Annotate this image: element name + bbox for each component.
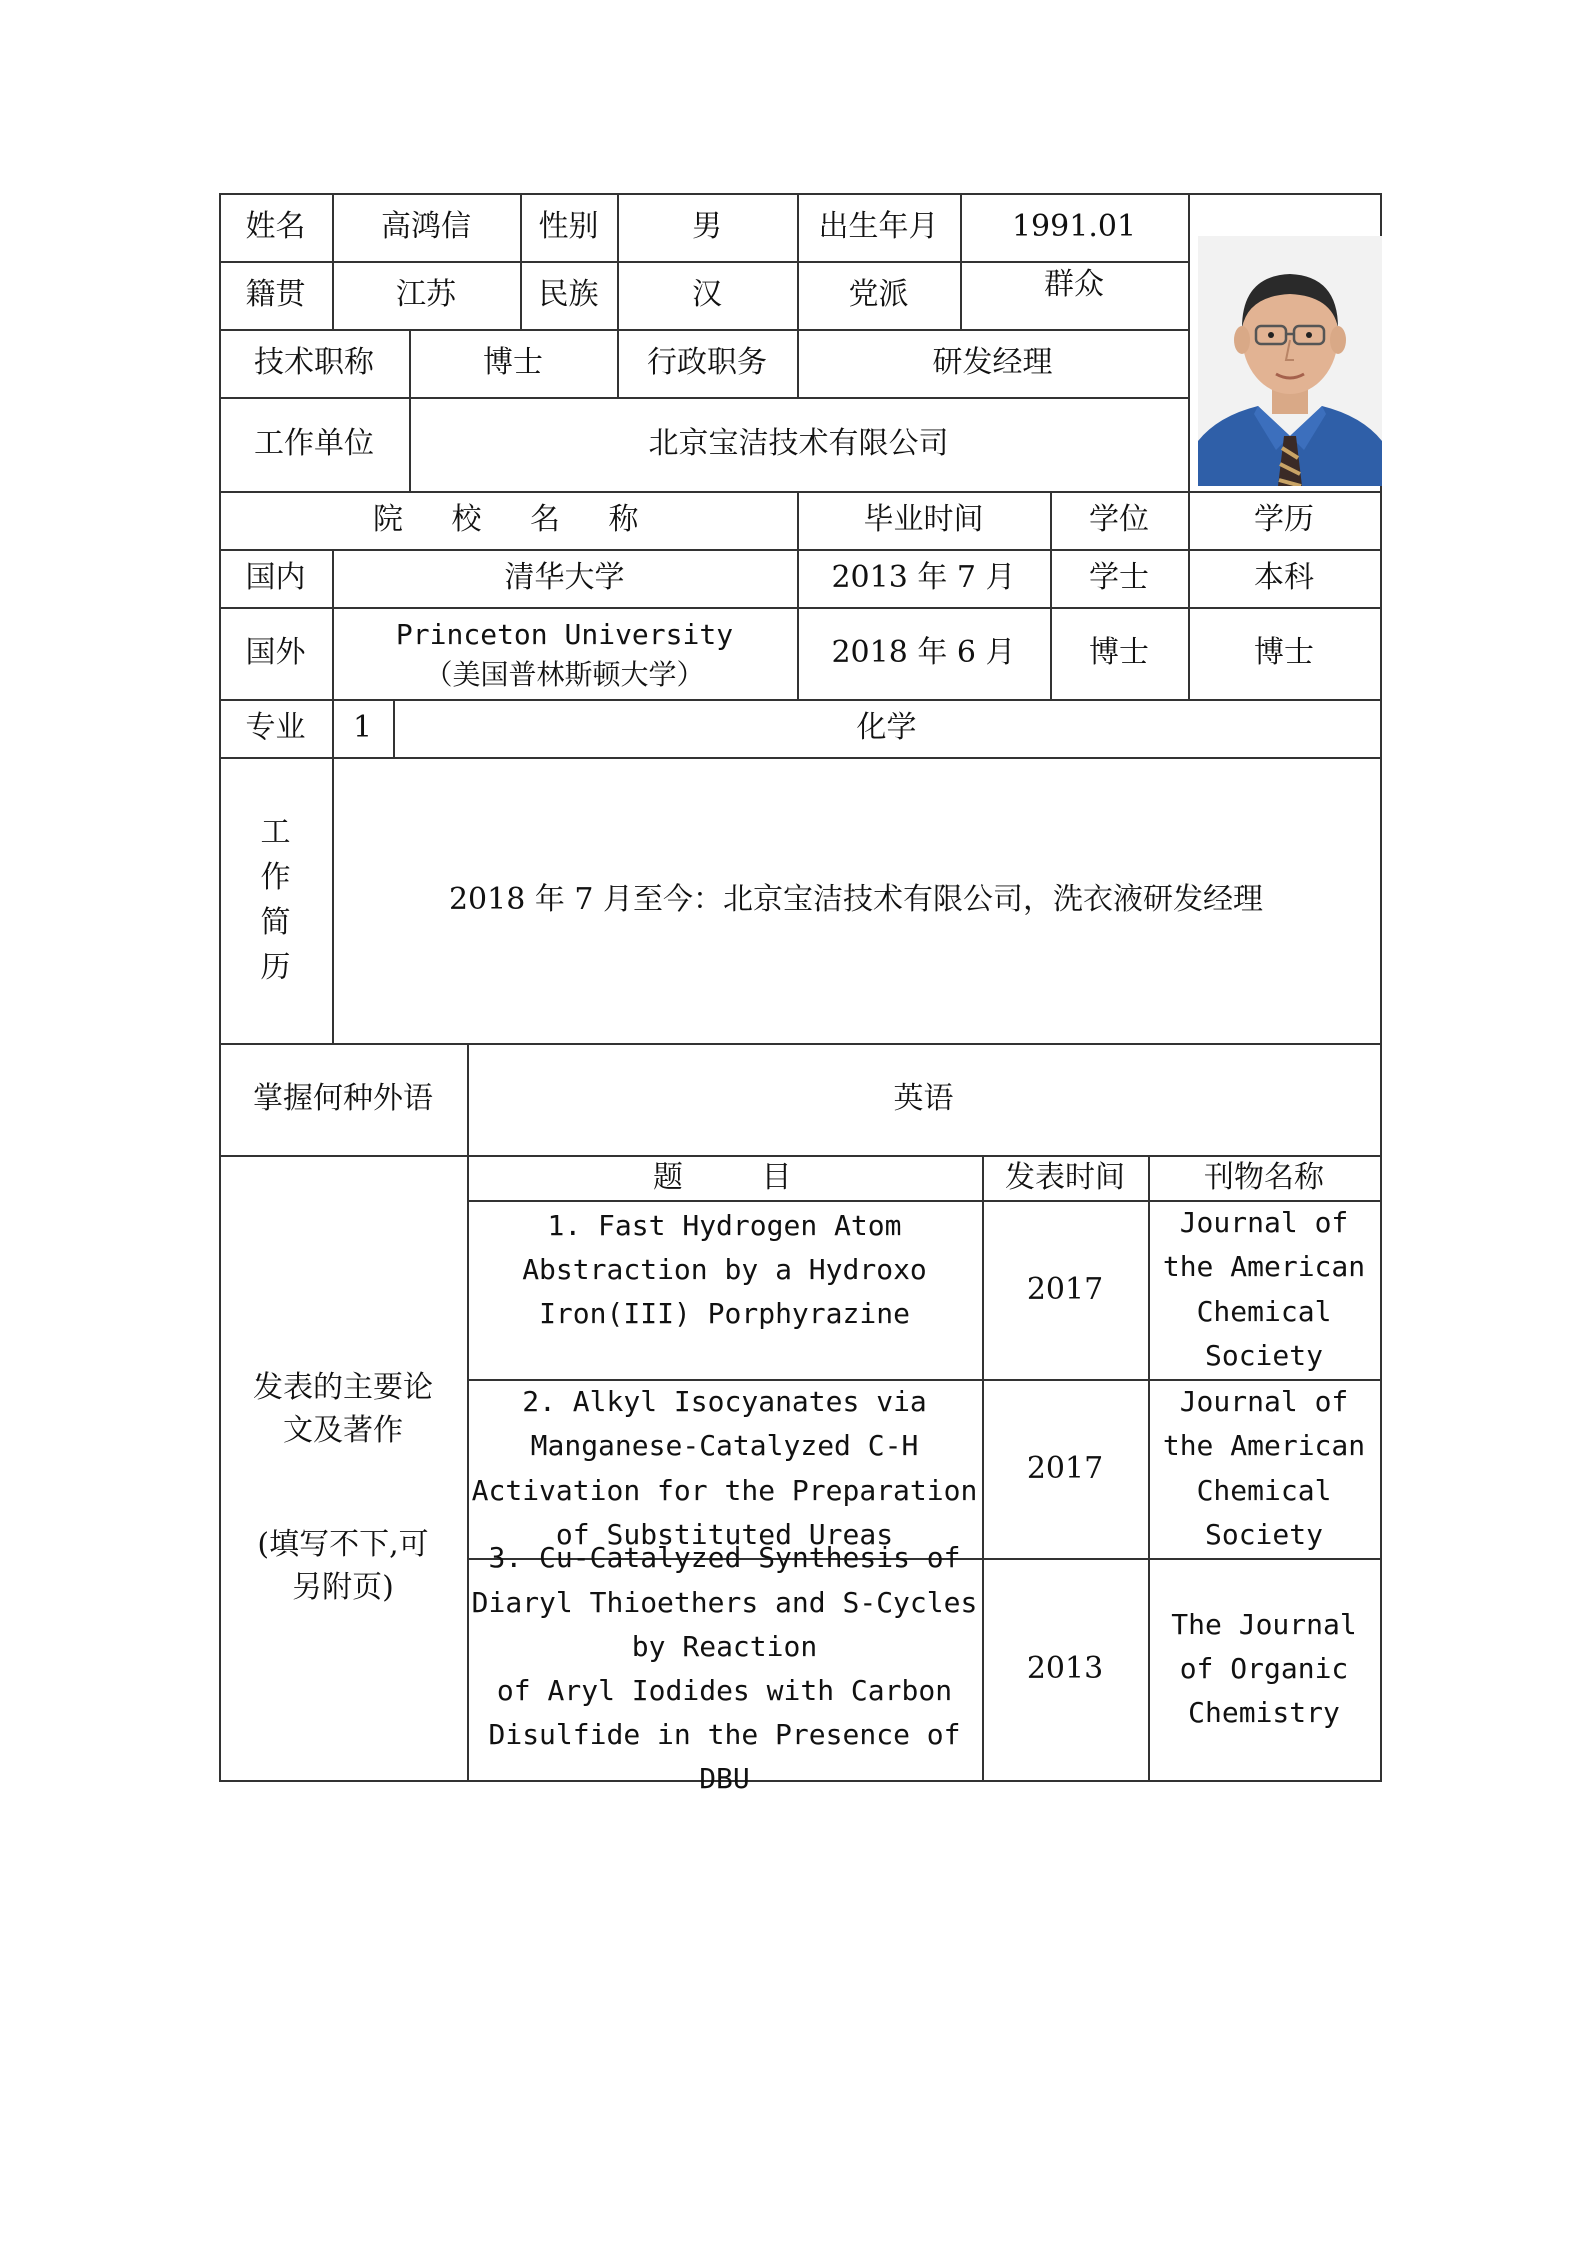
papers-label-line2: 文及著作 (283, 1413, 403, 1448)
abroad-label: 国外 (245, 635, 306, 671)
paper-3-journal (1148, 1558, 1380, 1780)
domestic-degree: 学士 (1089, 560, 1149, 596)
school-header: 院 校 名 称 (372, 502, 644, 538)
paper-journal-line: the American (1162, 1429, 1366, 1463)
employer-value: 北京宝洁技术有限公司 (648, 426, 949, 462)
paper-3-title (467, 1541, 982, 1796)
paper-journal-line: the American (1162, 1250, 1366, 1284)
paper-2-year: 2017 (1026, 1450, 1104, 1486)
paper-2-title (467, 1379, 982, 1558)
employer-label: 工作单位 (254, 426, 374, 462)
abroad-degree: 博士 (1089, 635, 1149, 671)
papers-note-line2: 另附页) (292, 1570, 394, 1605)
tech-title-label: 技术职称 (254, 345, 374, 381)
paper-journal-line: Chemical (1196, 1294, 1332, 1328)
paper-title-line: 2. Alkyl Isocyanates via (522, 1385, 927, 1419)
name-label: 姓名 (245, 209, 306, 245)
papers-note-line1: (填写不下,可 (257, 1526, 429, 1562)
paper-time-header: 发表时间 (1005, 1159, 1125, 1195)
paper-journal-line: The Journal (1171, 1607, 1357, 1641)
degree-header: 学位 (1089, 502, 1149, 538)
gender-label: 性别 (538, 209, 599, 245)
paper-title-line: 3. Cu-Catalyzed Synthesis of (488, 1541, 961, 1575)
domestic-school: 清华大学 (504, 560, 625, 596)
abroad-school (332, 607, 797, 699)
work-label-char: 工 (260, 815, 291, 850)
papers-label-line1: 发表的主要论 (253, 1369, 433, 1405)
work-label-char: 作 (260, 860, 291, 895)
level-header: 学历 (1254, 502, 1314, 538)
position-value: 研发经理 (932, 345, 1053, 381)
work-history-label (219, 757, 332, 1043)
party-label: 党派 (848, 277, 909, 313)
paper-journal-line: Society (1204, 1517, 1323, 1551)
ethnic-value: 汉 (692, 277, 722, 313)
papers-label (219, 1155, 467, 1780)
paper-1-title (467, 1200, 982, 1379)
party-value: 群众 (1044, 267, 1104, 303)
paper-title-line: Iron(III) Porphyrazine (539, 1297, 910, 1331)
paper-title-line: of Substituted Ureas (555, 1517, 894, 1551)
paper-title-line: 1. Fast Hydrogen Atom (547, 1209, 902, 1242)
paper-journal-header: 刊物名称 (1204, 1159, 1324, 1195)
paper-title-line: Manganese-Catalyzed C-H (530, 1429, 919, 1463)
paper-journal-line: of Organic (1179, 1651, 1349, 1685)
work-label-char: 简 (260, 905, 291, 940)
birth-label: 出生年月 (818, 209, 939, 245)
domestic-label: 国内 (245, 560, 306, 596)
paper-journal-line: Journal of (1179, 1385, 1349, 1419)
paper-title-header: 题 目 (652, 1159, 797, 1195)
paper-journal-line: Chemistry (1188, 1696, 1340, 1730)
abroad-school-cn: （美国普林斯顿大学） (424, 657, 705, 691)
abroad-level: 博士 (1254, 635, 1314, 671)
major-index: 1 (352, 710, 373, 746)
domestic-level: 本科 (1254, 560, 1314, 596)
abroad-grad: 2018 年 6 月 (831, 635, 1016, 671)
paper-journal-line: Society (1204, 1338, 1323, 1372)
abroad-school-en: Princeton University (395, 617, 734, 651)
native-value: 江苏 (396, 277, 456, 313)
position-label: 行政职务 (647, 345, 767, 381)
paper-1-year: 2017 (1026, 1271, 1104, 1307)
grad-header: 毕业时间 (863, 502, 984, 538)
work-history-text: 2018 年 7 月至今：北京宝洁技术有限公司，洗衣液研发经理 (448, 882, 1264, 918)
major-value: 化学 (856, 710, 917, 746)
paper-title-line: Diaryl Thioethers and S-Cycles (471, 1585, 978, 1619)
language-label: 掌握何种外语 (253, 1081, 433, 1117)
table-line (1188, 193, 1190, 493)
tech-title-value: 博士 (483, 345, 543, 381)
paper-title-line: Abstraction by a Hydroxo (522, 1253, 927, 1287)
language-value: 英语 (893, 1081, 954, 1117)
work-label-char: 历 (260, 950, 291, 985)
paper-title-line: Activation for the Preparation (471, 1473, 978, 1507)
paper-3-year: 2013 (1026, 1651, 1104, 1687)
major-label: 专业 (245, 710, 306, 746)
domestic-grad: 2013 年 7 月 (831, 560, 1016, 596)
paper-1-journal (1148, 1200, 1380, 1379)
ethnic-label: 民族 (538, 277, 599, 313)
paper-journal-line: Chemical (1196, 1473, 1332, 1507)
paper-title-line: by Reaction (631, 1629, 818, 1663)
birth-value: 1991.01 (1011, 209, 1137, 245)
paper-2-journal (1148, 1379, 1380, 1558)
name-value: 高鸿信 (381, 209, 471, 245)
paper-title-line: Disulfide in the Presence of DBU (488, 1718, 961, 1796)
paper-journal-line: Journal of (1179, 1206, 1349, 1240)
portrait-image (1198, 236, 1382, 486)
gender-value: 男 (692, 209, 722, 245)
native-label: 籍贯 (245, 277, 306, 313)
paper-title-line: of Aryl Iodides with Carbon (496, 1674, 953, 1707)
portrait-photo (1198, 236, 1382, 486)
